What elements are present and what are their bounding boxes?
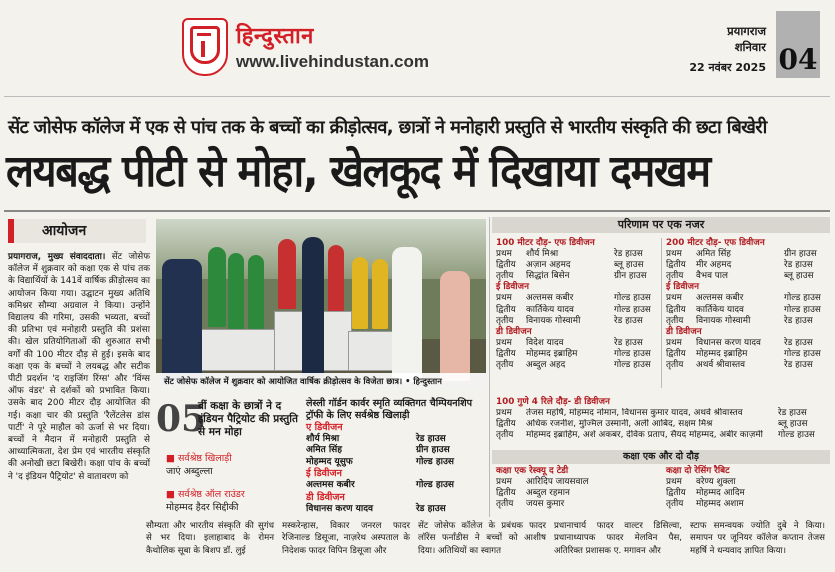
- result-house: गोल्ड हाउस: [614, 360, 651, 371]
- championship-box: [306, 398, 486, 515]
- hindustan-logo: [182, 18, 228, 76]
- result-row: [666, 260, 831, 271]
- body-col-4: प्रधानाचार्य फादर वाल्टर डिसिल्वा, प्रधानाध्यापक फादर मेलविन पैस, अतिरिक्त प्रशासक ए. मगावन और: [554, 521, 682, 556]
- division-title: ए डिवीजन: [306, 422, 343, 433]
- publish-date: 22 नवंबर 2025: [689, 61, 766, 74]
- result-rank: द्वितीय: [666, 304, 686, 315]
- feature-text: वीं कक्षा के छात्रों ने द इंडियन पैट्रियोट की प्रस्तुति से मन मोहा: [198, 400, 298, 438]
- winner-row: [306, 504, 486, 515]
- result-house: गोल्ड हाउस: [784, 348, 821, 359]
- best-awards: [166, 452, 306, 514]
- result-house: ब्लू हाउस: [614, 260, 644, 271]
- result-row: [496, 349, 661, 360]
- result-house: रेड हाउस: [778, 408, 807, 419]
- winner-house: रेड हाउस: [416, 434, 446, 444]
- winner-house: ग्रीन हाउस: [416, 445, 450, 456]
- result-rank: प्रथम: [496, 249, 512, 260]
- result-name: अब्दुल अहद: [526, 360, 566, 371]
- result-name: विदेश यादव: [526, 337, 564, 348]
- body-col-1: सौम्यता और भारतीय संस्कृति की सुगंध से भर दिया। इलाहाबाद के रोमन कैथोलिक सूबा के बिशप डॉ. लुई: [146, 521, 274, 556]
- result-rank: तृतीय: [496, 499, 514, 510]
- article-body: [8, 251, 150, 483]
- result-row: [666, 349, 831, 360]
- result-rank: प्रथम: [496, 408, 512, 419]
- result-house: गोल्ड हाउस: [614, 348, 651, 359]
- result-house: गोल्ड हाउस: [614, 293, 651, 304]
- result-rank: प्रथम: [666, 337, 682, 348]
- result-name: अल्तमस कबीर: [696, 293, 744, 304]
- divider: [4, 96, 830, 97]
- result-house: गोल्ड हाउस: [784, 293, 821, 304]
- result-rank: द्वितीय: [496, 419, 516, 430]
- division-title: ई डिवीजन: [306, 468, 342, 480]
- result-house: रेड हाउस: [784, 337, 813, 348]
- result-name: शौर्य मिश्रा: [526, 249, 559, 260]
- result-rank: तृतीय: [496, 430, 514, 441]
- weekday: शनिवार: [734, 40, 766, 54]
- result-rank: द्वितीय: [666, 488, 686, 499]
- winner-name: विधानस करण यादव: [306, 503, 373, 514]
- body-col-2: मस्करेन्हास, विकार जनरल फादर रेजिनाल्ड डिसूजा, नाज़रेथ अस्पताल के निदेशक फादर विपिन डिसूजा और: [282, 521, 410, 556]
- result-rank: द्वितीय: [666, 348, 686, 359]
- best-player-label: ■ सर्वश्रेष्ठ खिलाड़ी: [166, 453, 232, 464]
- result-row: [496, 260, 661, 271]
- best-allrounder-label: ■ सर्वश्रेष्ठ ऑल राउंडर: [166, 489, 245, 500]
- division-title: डी डिवीजन: [306, 491, 345, 503]
- result-name: मीर अहमद: [696, 260, 732, 271]
- feature-number: 05: [156, 398, 207, 440]
- result-name: मोहम्मद इब्राहिम: [696, 348, 748, 359]
- result-rank: द्वितीय: [666, 260, 686, 271]
- results-class-two: [666, 466, 831, 510]
- relay-row: [496, 419, 830, 430]
- best-allrounder-name: मोहम्मद हैदर सिद्दीकी: [166, 502, 239, 513]
- result-row: [666, 477, 831, 488]
- result-house: गोल्ड हाउस: [614, 304, 651, 315]
- result-name: मोहम्मद इब्राहिम: [526, 348, 578, 359]
- result-name: सिद्धांत बिसेन: [526, 271, 570, 282]
- section-tag: आयोजन: [8, 219, 146, 243]
- result-rank: द्वितीय: [496, 304, 516, 315]
- result-name: जयस कुमार: [526, 499, 565, 510]
- result-rank: प्रथम: [496, 293, 512, 304]
- result-row: [666, 305, 831, 316]
- edition-city: प्रयागराज: [727, 24, 766, 38]
- winner-house: गोल्ड हाउस: [416, 456, 454, 467]
- result-name: विधानस करण यादव: [696, 337, 761, 348]
- result-name: अमित सिंह: [696, 249, 731, 260]
- winner-name: मोहम्मद यूसुफ: [306, 456, 353, 467]
- winner-row: [306, 457, 486, 468]
- body-col-5: स्टाफ समन्वयक ज्योति दुबे ने किया। समापन पर जूनियर कॉलेज कप्तान तेजस महर्षि ने धन्यवाद ज्ञापित किया।: [690, 521, 825, 556]
- result-title: कक्षा एक रेस्क्यू द टेडी: [496, 466, 569, 476]
- result-name: मोहम्मद अशाम: [696, 499, 744, 510]
- result-name: वरेण्य शुक्ला: [696, 477, 736, 488]
- result-rank: द्वितीय: [496, 260, 516, 271]
- result-house: रेड हाउस: [784, 315, 813, 326]
- relay-row: [496, 430, 830, 441]
- result-rank: प्रथम: [496, 337, 512, 348]
- result-rank: प्रथम: [666, 293, 682, 304]
- result-row: [496, 316, 661, 327]
- result-title: 200 मीटर दौड़- एफ डिवीजन: [666, 238, 765, 248]
- article-body-text: सेंट जोसेफ कॉलेज में शुक्रवार को कक्षा एक से पांच तक के विद्यार्थियों के 141वें वार्षिक क्रीड़ोत्सव का आयोजन किया गया। उद्घाटन मुख्य अतिथि कमिश्नर सौम्या अग्रवाल ने किया। उन्होंने विद्यालय की गरिमा, उसकी भव्यता, बच्चों की प्रतिभा एवं मनोहारी प्रस्तुति की प्रशंसा की। खेल प्रतियोगिताओं की शुरुआत सभी वर्गों की 100 मीटर दौड़ से हुई। इसके बाद कक्षा एक के बच्चों ने लयबद्ध और सटीक पीटी प्रदर्शन 'द राइजिंग रिंग्स' और 'विंग्स ऑफ वंडर' से दर्शकों को प्रभावित किया। उसके बाद 200 मीटर दौड़ आयोजित की गई। कक्षा चार की प्रस्तुति 'रैलेंटलेस डांस पार्टी' ने पूरे माहौल को ऊर्जा से भर दिया। बच्चों ने मैदान में मनोहारी प्रस्तुति से आध्यात्मिकता, देश प्रेम एवं भारतीय संस्कृति की अनोखी छटा बिखेरी। कक्षा पांच के बच्चों ने 'द इंडियन पैट्रियोट' से वातावरण को: [8, 252, 150, 482]
- result-title: ई डिवीजन: [496, 282, 529, 293]
- result-house: रेड हाउस: [614, 337, 643, 348]
- result-row: [666, 360, 831, 371]
- article-kicker: सेंट जोसेफ कॉलेज में एक से पांच तक के बच्चों का क्रीड़ोत्सव, छात्रों ने मनोहारी प्रस्तुति से भारतीय संस्कृति की छटा बिखेरी: [8, 117, 767, 138]
- results-heading: परिणाम पर एक नजर: [492, 217, 830, 233]
- result-title: ई डिवीजन: [666, 282, 699, 293]
- result-title: डी डिवीजन: [496, 326, 532, 337]
- winner-name: अमित सिंह: [306, 445, 343, 456]
- winner-name: अल्तमस कबीर: [306, 480, 355, 491]
- result-name: अल्तमस कबीर: [526, 293, 574, 304]
- winners-photo: [156, 219, 486, 389]
- divider: [4, 210, 830, 212]
- result-row: [666, 338, 831, 349]
- result-row: [666, 488, 831, 499]
- result-row: [496, 338, 661, 349]
- winner-house: गोल्ड हाउस: [416, 480, 454, 491]
- result-rank: द्वितीय: [496, 348, 516, 359]
- result-name: अज़ान अहमद: [526, 260, 571, 271]
- result-rank: तृतीय: [496, 360, 514, 371]
- article-headline: लयबद्ध पीटी से मोहा, खेलकूद में दिखाया दमखम: [6, 146, 710, 197]
- result-rank: द्वितीय: [496, 488, 516, 499]
- result-name: कार्तिकेय यादव: [526, 304, 574, 315]
- website-url: www.livehindustan.com: [236, 52, 430, 71]
- result-house: रेड हाउस: [614, 249, 643, 260]
- winner-name: शौर्य मिश्रा: [306, 434, 340, 444]
- body-col-3: सेंट जोसेफ कॉलेज के प्रबंधक फादर लॉरेंस फर्नांडीस ने बच्चों को आशीष दिया। अतिथियों का स्वागत: [418, 521, 546, 556]
- result-house: गोल्ड हाउस: [784, 304, 821, 315]
- result-rank: तृतीय: [666, 315, 684, 326]
- result-name: अथर्व श्रीवास्तव: [696, 360, 746, 371]
- relay-team: मोहम्मद इब्राहिम, अर्श अकबर, देविक प्रताप, सैयद मोहम्मद, अबीर काज़मी: [526, 430, 763, 441]
- result-house: ब्लू हाउस: [784, 271, 814, 282]
- result-rank: तृतीय: [666, 360, 684, 371]
- result-title: 100 मीटर दौड़- एफ डिवीजन: [496, 238, 595, 248]
- result-name: कार्तिकेय यादव: [696, 304, 744, 315]
- dateline: प्रयागराज, मुख्य संवाददाता।: [8, 252, 106, 262]
- result-house: ग्रीन हाउस: [614, 271, 647, 282]
- result-rank: प्रथम: [666, 249, 682, 260]
- winner-row: [306, 434, 486, 445]
- result-rank: तृतीय: [666, 271, 684, 282]
- results-relay: [496, 397, 830, 441]
- winner-house: रेड हाउस: [416, 503, 446, 514]
- result-name: विनायक गोस्वामी: [526, 315, 581, 326]
- brand-name: हिन्दुस्तान: [236, 23, 314, 49]
- result-row: [496, 477, 661, 488]
- photo-caption: सेंट जोसेफ कॉलेज में शुक्रवार को आयोजित वार्षिक क्रीड़ोत्सव के विजेता छात्र। • हिन्दुस्तान: [156, 373, 486, 389]
- relay-team: तेजस महर्षि, मोहम्मद नोमान, विधानस कुमार यादव, अथर्व श्रीवास्तव: [526, 408, 743, 419]
- divider: [489, 217, 490, 517]
- class-race-heading: कक्षा एक और दो दौड़: [492, 450, 830, 464]
- result-rank: प्रथम: [496, 477, 512, 488]
- best-player-name: जाएं अब्दुल्ला: [166, 466, 213, 477]
- result-row: [496, 488, 661, 499]
- result-row: [496, 293, 661, 304]
- relay-row: [496, 408, 830, 419]
- result-row: [496, 249, 661, 260]
- result-title: 100 गुणे 4 रिले दौड़- डी डिवीजन: [496, 397, 610, 407]
- winner-row: [306, 480, 486, 491]
- result-name: मोहम्मद आदिम: [696, 488, 745, 499]
- result-rank: प्रथम: [666, 477, 682, 488]
- result-row: [496, 499, 661, 510]
- result-rank: तृतीय: [666, 499, 684, 510]
- championship-heading: लेस्ली गॉर्डन कार्वर स्मृति व्यक्तिगत चैम्पियनशिप ट्रॉफी के लिए सर्वश्रेष्ठ खिलाड़ी: [306, 398, 473, 421]
- result-title: डी डिवीजन: [666, 326, 702, 337]
- results-class-one: [496, 466, 661, 510]
- relay-team: अधिक रजनीश, मुज्मिल उस्मानी, अली आबिद, सक्षम मिश्र: [526, 419, 713, 430]
- result-name: आरिदिप जायसवाल: [526, 477, 589, 488]
- result-row: [496, 305, 661, 316]
- result-house: रेड हाउस: [614, 315, 643, 326]
- result-rank: तृतीय: [496, 315, 514, 326]
- result-name: विनायक गोस्वामी: [696, 315, 751, 326]
- result-house: रेड हाउस: [784, 260, 813, 271]
- result-row: [666, 271, 831, 282]
- result-name: वैभव पाल: [696, 271, 729, 282]
- result-title: कक्षा दो रेसिंग रैबिट: [666, 466, 730, 476]
- result-house: रेड हाउस: [784, 360, 813, 371]
- result-row: [496, 271, 661, 282]
- result-row: [666, 249, 831, 260]
- result-house: ग्रीन हाउस: [784, 249, 817, 260]
- results-200m: [666, 238, 831, 371]
- result-rank: तृतीय: [496, 271, 514, 282]
- page-number: 04: [776, 11, 820, 78]
- results-100m: [496, 238, 661, 371]
- result-row: [496, 360, 661, 371]
- result-row: [666, 499, 831, 510]
- result-house: गोल्ड हाउस: [778, 430, 815, 441]
- result-row: [666, 316, 831, 327]
- result-name: अब्दुल रहमान: [526, 488, 570, 499]
- winner-row: [306, 445, 486, 456]
- result-house: ब्लू हाउस: [778, 419, 808, 430]
- divider: [661, 238, 662, 388]
- result-row: [666, 293, 831, 304]
